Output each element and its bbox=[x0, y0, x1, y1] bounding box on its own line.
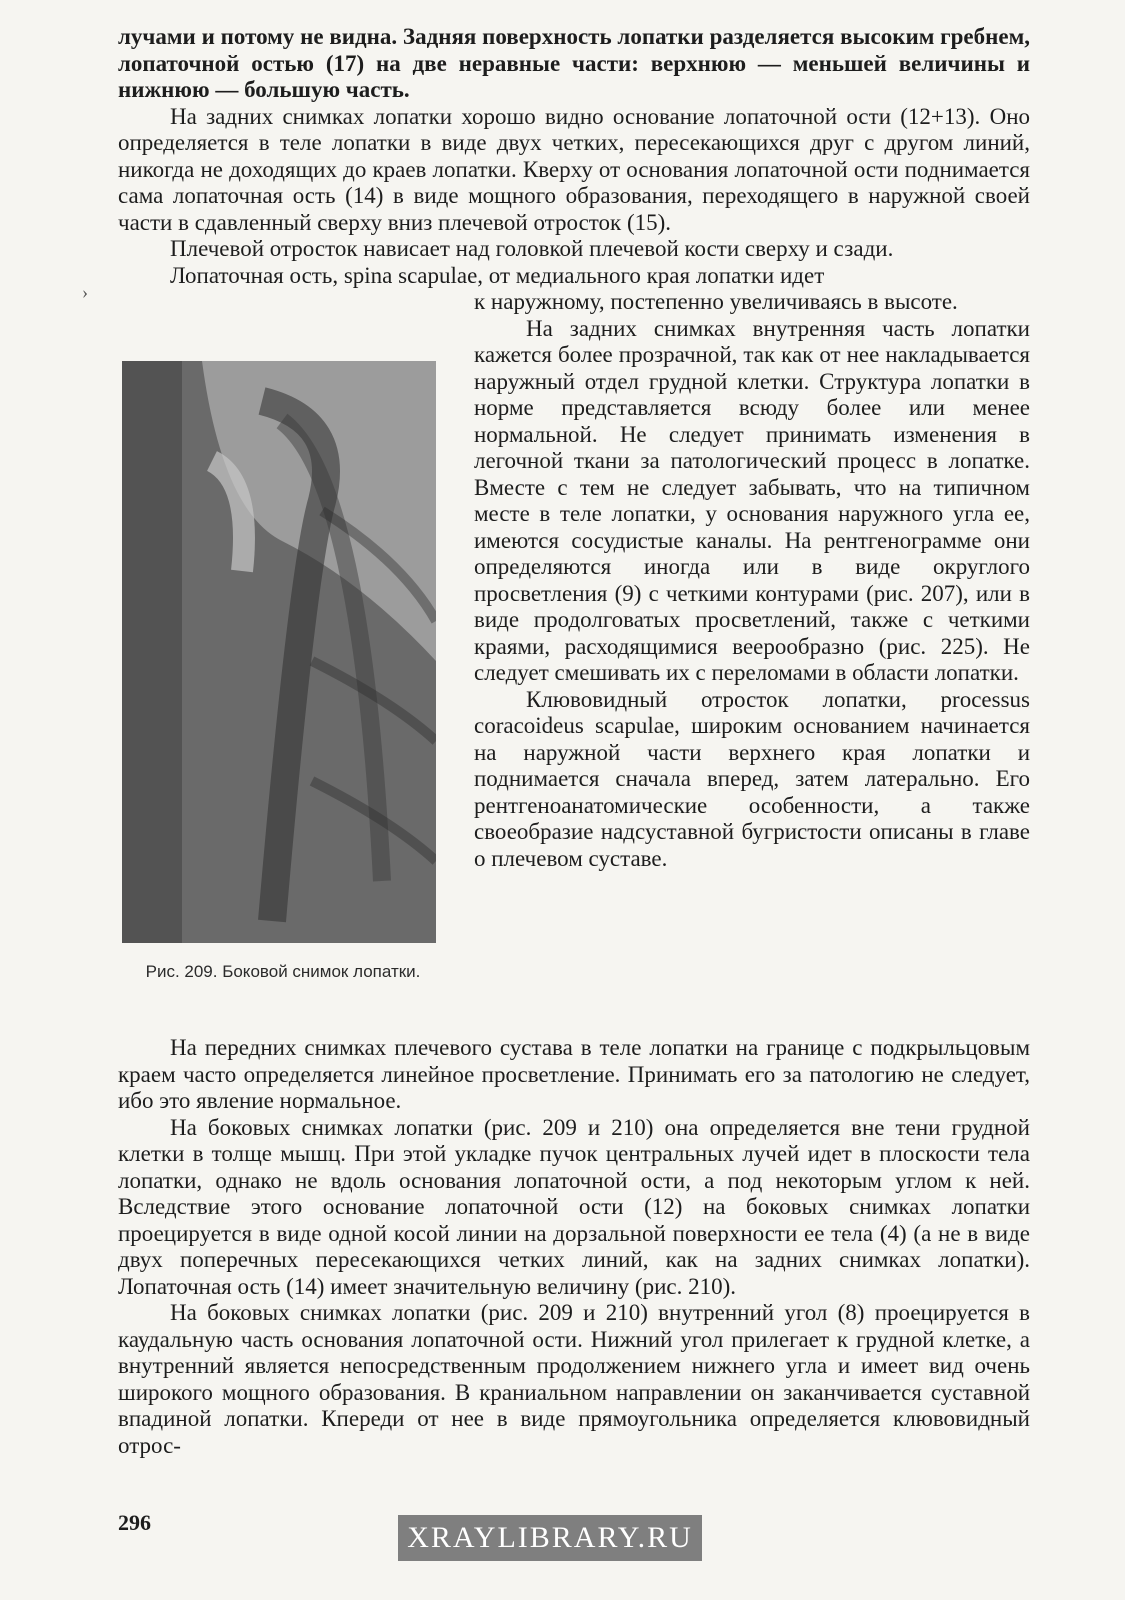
page-number: 296 bbox=[118, 1510, 151, 1535]
page-content bbox=[118, 24, 1030, 1459]
watermark-logo: XRAYLIBRARY.RU bbox=[398, 1515, 702, 1561]
figure-text-split bbox=[118, 289, 1030, 1035]
paragraph-2: На задних снимках лопатки хорошо видно основание лопаточной ости (12+13). Оно определяется в теле лопатки в виде двух четких, пересекающихся друг с другом линий, никогда не доходящих до краев лопатки. Кверху от основания лопаточной ости поднимается сама лопаточная ость (14) в виде мощного образования, переходящего в наружной своей части в сдавленный сверху вниз плечевой отросток (15). bbox=[118, 103, 1030, 235]
figure-caption: Рис. 209. Боковой снимок лопатки. bbox=[145, 962, 421, 981]
margin-mark: › bbox=[82, 282, 88, 302]
paragraph-7: Клювовидный отросток лопатки, processus coracoideus scapulae, широким основанием начинается на наружной части верхнего края лопатки и поднимается сначала вперед, затем латерально. Его рентгеноанатомические особенности, а также своеобразие надсуставной бугристости описаны в главе о плечевом суставе. bbox=[474, 686, 1030, 871]
paragraph-9: На боковых снимках лопатки (рис. 209 и 210) она определяется вне тени грудной клетки в толще мышц. При этой укладке пучок центральных лучей идет в плоскости тела лопатки, однако не вдоль основания лопаточной ости, а под некоторым углом к ней. Вследствие этого основание лопаточной ости (12) на боковых снимках лопатки проецируется в виде одной косой линии на дорзальной поверхности ее тела (4) (а не в виде двух поперечных пересекающихся четких линий, как на задних снимках лопатки). Лопаточная ость (14) имеет значительную величину (рис. 210). bbox=[118, 1114, 1030, 1299]
paragraph-5: к наружному, постепенно увеличиваясь в высоте. bbox=[474, 289, 958, 314]
right-column bbox=[474, 289, 1030, 872]
paragraph-4: Лопаточная ость, spina scapulae, от медиального края лопатки идет bbox=[170, 262, 825, 288]
xray-image bbox=[122, 361, 436, 943]
paragraph-10: На боковых снимках лопатки (рис. 209 и 210) внутренний угол (8) проецируется в каудальную часть основания лопаточной ости. Нижний угол прилегает к грудной клетке, а внутренний является непосредственным продолжением нижнего угла и имеет вид очень широкого мощного образования. В краниальном направлении он заканчивается суставной впадиной лопатки. Кпереди от нее в виде прямоугольника определяется клювовидный отрос- bbox=[118, 1300, 1030, 1458]
paragraph-6: На задних снимках внутренняя часть лопатки кажется более прозрачной, так как от нее накладывается наружный отдел грудной клетки. Структура лопатки в норме представляется всюду более или менее нормальной. Не следует принимать изменения в легочной ткани за патологический процесс в лопатке. Вместе с тем не следует забывать, что на типичном месте в теле лопатки, у основания наружного угла ее, имеются сосудистые каналы. На рентгенограмме они определяются иногда или в виде округлого просветления (9) с четкими контурами (рис. 207), или в виде продолговатых просветлений, также с четкими краями, расходящимися веерообразно (рис. 225). Не следует смешивать их с переломами в области лопатки. bbox=[474, 315, 1030, 685]
paragraph-1: лучами и потому не видна. Задняя поверхность лопатки разделяется высоким гребнем, лопаточной остью (17) на две неравные части: верхнюю — меньшей величины и нижнюю — большую часть. bbox=[118, 24, 1030, 102]
paragraph-8: На передних снимках плечевого сустава в теле лопатки на границе с подкрыльцовым краем часто определяется линейное просветление. Принимать его за патологию не следует, ибо это явление нормальное. bbox=[118, 1035, 1030, 1113]
paragraph-3: Плечевой отросток нависает над головкой плечевой кости сверху и сзади. bbox=[170, 236, 894, 261]
